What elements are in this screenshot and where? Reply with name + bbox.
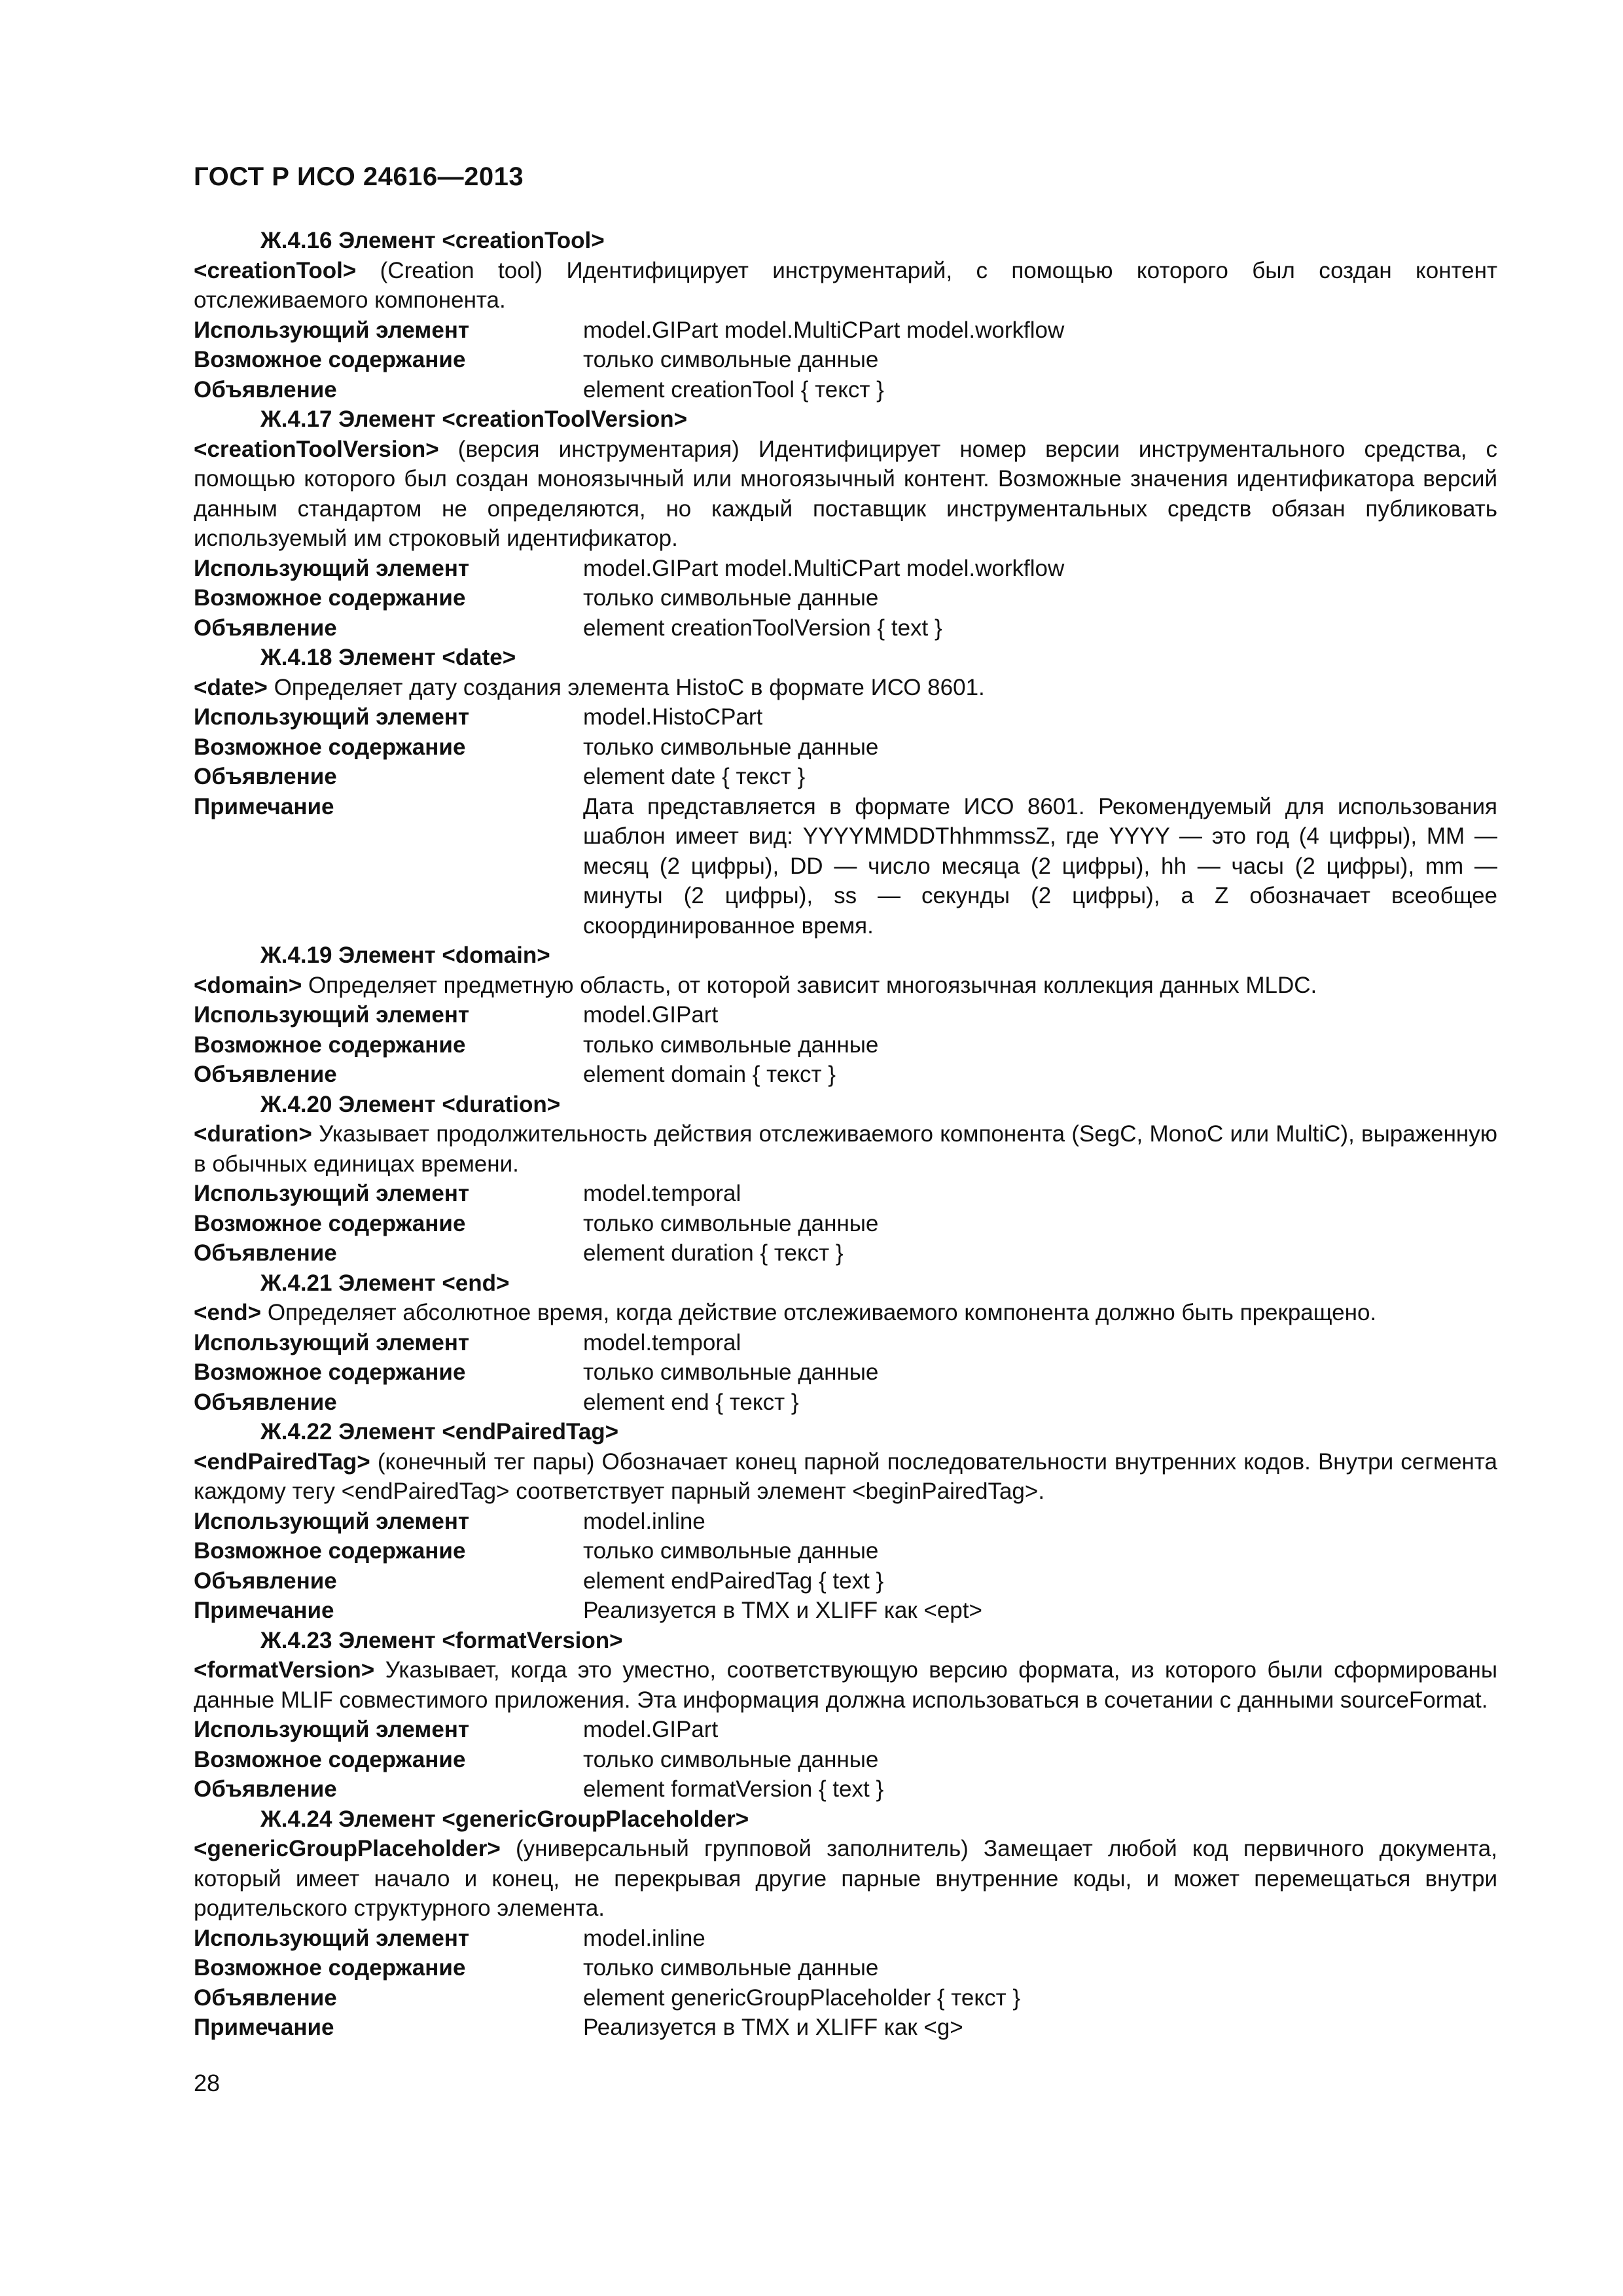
property-value: Дата представляется в формате ИСО 8601. Рекомендуемый для использования шаблон имеет вид: YYYYMMDDThhmmssZ, где YYYY — это год (4 цифры), MM — месяц (2 цифры), DD — число месяца (2 цифры), hh — часы (2 цифры), mm — минуты (2 цифры), ss — секунды (2 цифры), а Z обозначает всеобщее скоординированное время. [583,793,1497,939]
property-row [194,613,1497,643]
property-label: Объявление [194,1568,337,1594]
property-row [194,1238,1497,1268]
description-text: Указывает продолжительность действия отслеживаемого компонента (SegC, MonoC или MultiC), выраженную в обычных единицах времени. [194,1121,1497,1177]
property-label: Объявление [194,1240,337,1266]
property-row [194,1000,1497,1030]
section-title: Ж.4.19 Элемент <domain> [260,942,550,968]
property-row [194,1328,1497,1358]
property-label: Объявление [194,1389,337,1415]
property-value: model.temporal [583,1329,741,1355]
section-description [194,1298,1497,1328]
property-label: Использующий элемент [194,1002,470,1028]
property-label: Объявление [194,376,337,403]
property-label: Возможное содержание [194,1538,466,1564]
property-row [194,1566,1497,1596]
property-row [194,1983,1497,2013]
property-value: model.GIPart [583,1002,719,1028]
property-label: Объявление [194,1062,337,1087]
element-section [194,404,1497,643]
section-title: Ж.4.16 Элемент <creationTool> [260,228,605,253]
element-section [194,1268,1497,1418]
property-value: model.GIPart model.MultiCPart model.workflow [583,317,1065,343]
property-value: только символьные данные [583,1210,879,1236]
element-tag-name: <genericGroupPlaceholder> [194,1836,501,1861]
element-tag-name: <endPairedTag> [194,1448,370,1475]
element-section [194,941,1497,1090]
property-value: только символьные данные [583,1955,879,1981]
page-number: 28 [194,2070,221,2096]
element-section [194,643,1497,941]
property-row [194,1596,1497,1626]
element-tag-name: <creationToolVersion> [194,436,439,462]
property-row [194,1536,1497,1566]
property-row [194,583,1497,613]
property-value: element genericGroupPlaceholder { текст } [583,1984,1021,2011]
property-row [194,375,1497,405]
property-row [194,762,1497,792]
property-value: element date { текст } [583,764,806,789]
property-row [194,1507,1497,1537]
property-row [194,1030,1497,1060]
property-value: element creationTool { текст } [583,376,884,403]
section-description [194,1655,1497,1715]
description-text: (конечный тег пары) Обозначает конец парной последовательности внутренних кодов. Внутри сегмента каждому тегу <endPairedTag> соответствует парный элемент <beginPairedTag>. [194,1448,1497,1504]
property-label: Объявление [194,615,337,641]
element-tag-name: <duration> [194,1121,312,1147]
property-value: только символьные данные [583,1359,879,1385]
element-section [194,1626,1497,1804]
element-tag-name: <date> [194,674,268,700]
property-label: Объявление [194,1984,337,2011]
property-row [194,702,1497,732]
property-value: только символьные данные [583,585,879,611]
property-value: model.temporal [583,1181,741,1206]
description-text: (Creation tool) Идентифицирует инструментарий, с помощью которого был создан контент отслеживаемого компонента. [194,257,1497,313]
section-description [194,971,1497,1001]
property-row [194,1388,1497,1418]
property-label: Примечание [194,1598,334,1623]
property-value: Реализуется в TMX и XLIFF как <g> [583,2015,963,2040]
property-row [194,1774,1497,1804]
property-row [194,315,1497,346]
section-description [194,1834,1497,1924]
property-label: Возможное содержание [194,1955,466,1981]
property-label: Использующий элемент [194,1181,470,1206]
property-label: Использующий элемент [194,1329,470,1355]
property-label: Возможное содержание [194,347,466,372]
property-label: Возможное содержание [194,585,466,611]
section-title: Ж.4.22 Элемент <endPairedTag> [260,1419,619,1444]
property-value: только символьные данные [583,1746,879,1772]
property-value: element end { текст } [583,1389,799,1415]
section-title: Ж.4.17 Элемент <creationToolVersion> [260,406,688,432]
property-row [194,1209,1497,1239]
property-value: element creationToolVersion { text } [583,615,942,641]
description-text: (версия инструментария) Идентифицирует номер версии инструментального средства, с помощью которого был создан моноязычный или многоязычный контент. Возможные значения идентификатора версий данным стандартом не определяются, но каждый поставщик инструментальных средств обязан публиковать используемый им строковый идентификатор. [194,436,1497,551]
section-description [194,435,1497,554]
property-row [194,1357,1497,1388]
property-value: model.HistoCPart [583,704,763,730]
property-row [194,1715,1497,1745]
property-label: Использующий элемент [194,317,470,343]
property-row [194,1745,1497,1775]
property-row [194,1060,1497,1090]
property-row [194,345,1497,375]
property-value: model.GIPart model.MultiCPart model.workflow [583,555,1065,581]
property-value: element formatVersion { text } [583,1776,884,1802]
element-section [194,1804,1497,2043]
property-label: Объявление [194,764,337,789]
property-label: Примечание [194,793,334,819]
element-tag-name: <domain> [194,972,302,998]
element-tag-name: <creationTool> [194,257,357,283]
property-value: только символьные данные [583,1538,879,1564]
element-section [194,1090,1497,1268]
document-header: ГОСТ Р ИСО 24616—2013 [194,162,524,191]
property-row [194,792,1497,941]
property-label: Использующий элемент [194,1717,470,1742]
property-label: Использующий элемент [194,704,470,730]
property-row [194,1953,1497,1983]
description-text: (универсальный групповой заполнитель) Замещает любой код первичного документа, который имеет начало и конец, не перекрывая другие парные внутренние коды, и может перемещаться внутри родительского структурного элемента. [194,1836,1497,1921]
section-description [194,1119,1497,1179]
property-row [194,554,1497,584]
property-label: Возможное содержание [194,1031,466,1058]
element-section [194,1417,1497,1626]
property-value: model.inline [583,1925,705,1951]
property-label: Использующий элемент [194,1925,470,1951]
property-value: только символьные данные [583,347,879,372]
property-label: Возможное содержание [194,1359,466,1385]
property-label: Использующий элемент [194,1508,470,1534]
property-value: model.inline [583,1508,705,1534]
element-section [194,226,1497,404]
section-title: Ж.4.24 Элемент <genericGroupPlaceholder> [260,1806,749,1832]
property-value: element domain { текст } [583,1062,836,1087]
property-row [194,1179,1497,1209]
property-label: Возможное содержание [194,1210,466,1236]
section-title: Ж.4.18 Элемент <date> [260,645,516,670]
property-row [194,732,1497,762]
property-label: Использующий элемент [194,555,470,581]
property-label: Объявление [194,1776,337,1802]
property-value: element duration { текст } [583,1240,844,1266]
section-title: Ж.4.23 Элемент <formatVersion> [260,1627,623,1653]
description-text: Определяет предметную область, от которой зависит многоязычная коллекция данных MLDC. [302,972,1317,998]
document-body [194,226,1497,2043]
section-description [194,256,1497,315]
section-title: Ж.4.21 Элемент <end> [260,1270,510,1296]
property-value: только символьные данные [583,1031,879,1058]
section-description [194,1447,1497,1507]
description-text: Указывает, когда это уместно, соответствующую версию формата, из которого были сформированы данные MLIF совместимого приложения. Эта информация должна использоваться в сочетании с данными sourceFormat. [194,1657,1497,1713]
section-description [194,673,1497,703]
element-tag-name: <formatVersion> [194,1657,375,1683]
description-text: Определяет абсолютное время, когда действие отслеживаемого компонента должно быть прекращено. [261,1300,1377,1325]
property-value: element endPairedTag { text } [583,1568,884,1594]
property-value: Реализуется в TMX и XLIFF как <ept> [583,1598,982,1623]
element-tag-name: <end> [194,1300,262,1325]
section-title: Ж.4.20 Элемент <duration> [260,1091,561,1117]
property-label: Возможное содержание [194,1746,466,1772]
property-value: только символьные данные [583,734,879,760]
property-label: Примечание [194,2015,334,2040]
property-row [194,2013,1497,2043]
property-row [194,1924,1497,1954]
property-label: Возможное содержание [194,734,466,760]
description-text: Определяет дату создания элемента HistoC в формате ИСО 8601. [267,674,985,700]
property-value: model.GIPart [583,1717,719,1742]
